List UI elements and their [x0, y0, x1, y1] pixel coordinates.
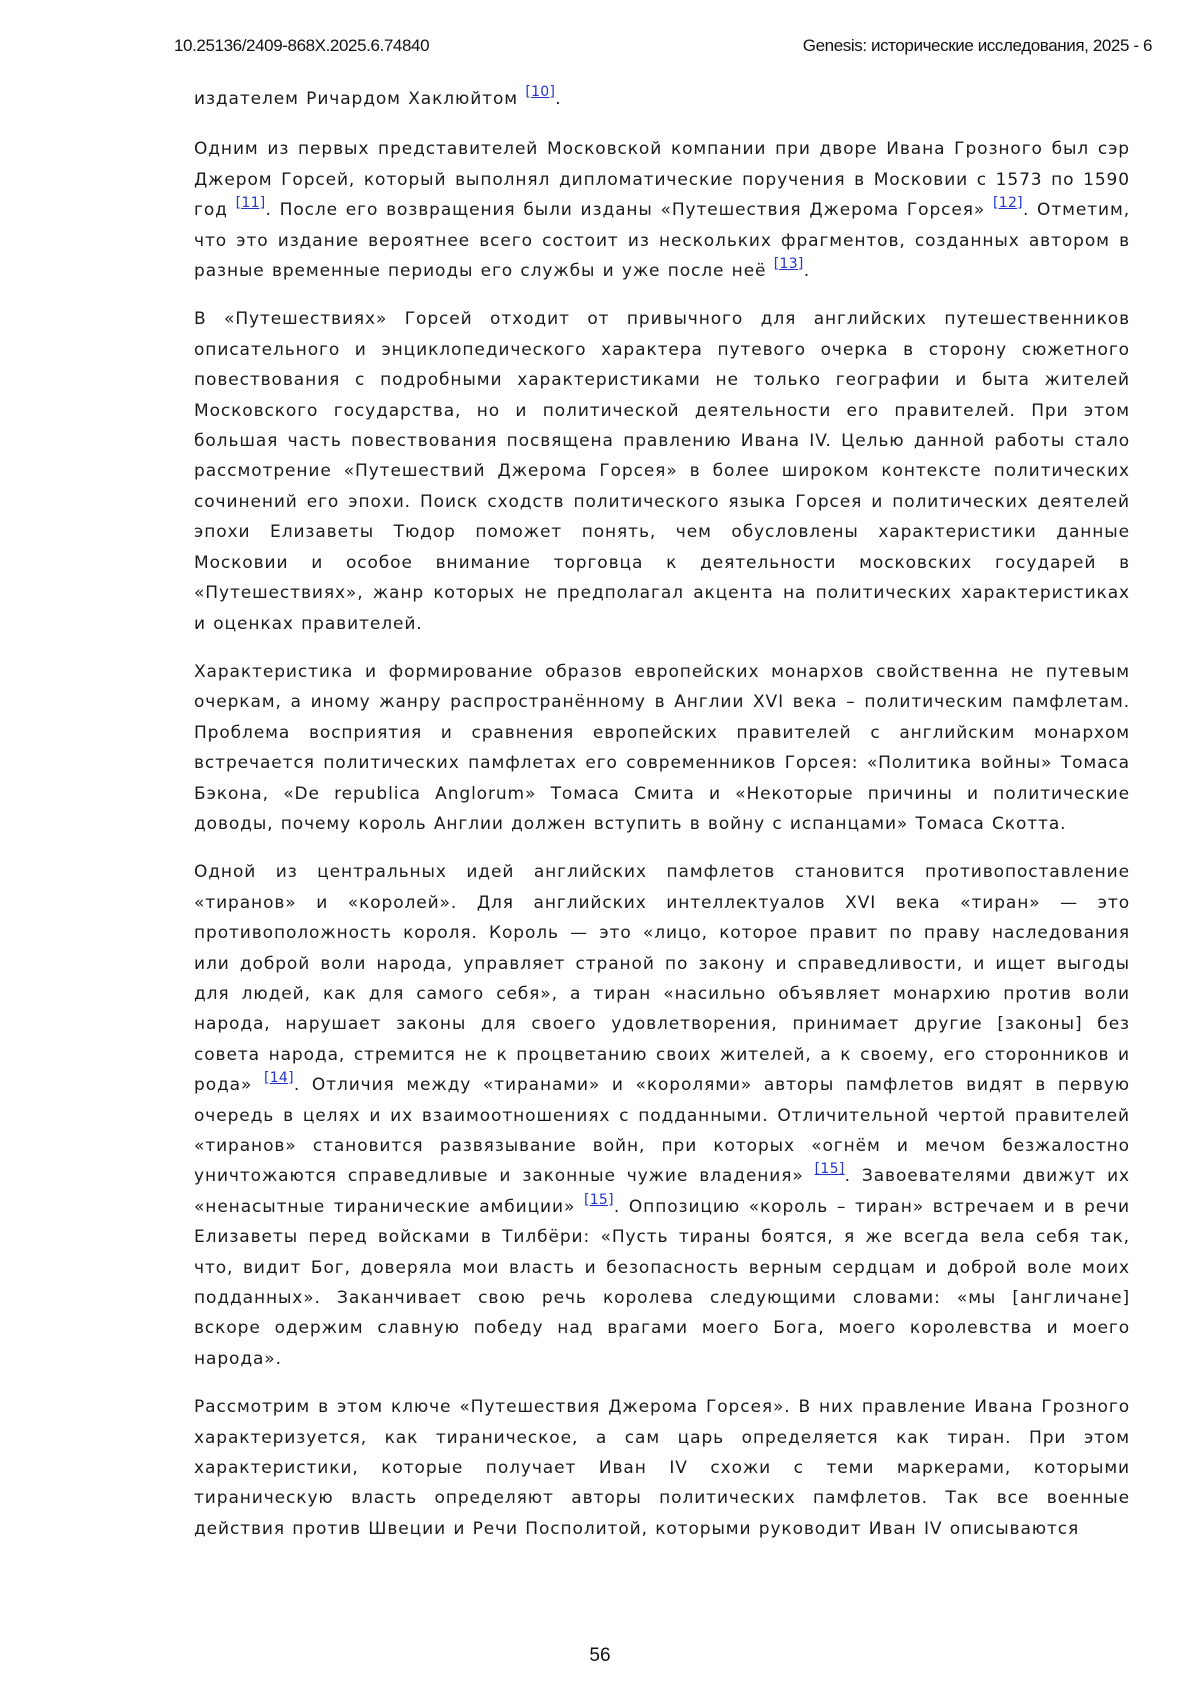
- paragraph-horsey-intro: [194, 134, 1130, 286]
- footnote-ref-11[interactable]: [11]: [235, 195, 266, 212]
- paragraph-text: .: [803, 261, 810, 282]
- paragraph-travels: [194, 304, 1130, 638]
- paragraph-text: . Отметим, что это издание вероятнее всего состоит из нескольких фрагментов, созданных автором в разные временные периоды его службы и уже после неё: [194, 200, 1131, 282]
- paragraph-text: .: [555, 89, 562, 109]
- paragraph-text: В «Путешествиях» Горсей отходит от привычного для английских путешественников описательного и энциклопедического характера путевого очерка в сторону сюжетного повествования с подробными характеристиками не только географии и быта жителей Московского государства, но и политической деятельности его правителей. При этом большая часть повествования посвящена правлению Ивана IV. Целью данной работы стало рассмотрение «Путешествий Джерома Горсея» в более широком контексте политических сочинений его эпохи. Поиск сходств политического языка Горсея и политических деятелей эпохи Елизаветы Тюдор поможет понять, чем обусловлены характеристики данные Московии и особое внимание торговца к деятельности московских государей в «Путешествиях», жанр которых не предполагал акцента на политических характеристиках и оценках правителей.: [194, 309, 1130, 634]
- paragraph-text: Рассмотрим в этом ключе «Путешествия Джерома Горсея». В них правление Ивана Грозного характеризуется, как тираническое, а сам царь определяется как тиран. При этом характеристики, которые получает Иван IV схожи с теми маркерами, которыми тираническую власть определяют авторы политических памфлетов. Так все военные действия против Швеции и Речи Посполитой, которыми руководит Иван IV описываются: [194, 1397, 1130, 1539]
- footnote-ref-14[interactable]: [14]: [263, 1070, 294, 1087]
- paragraph-tyrants-kings: [194, 857, 1130, 1374]
- paragraph-ivan-tyrant: [194, 1392, 1130, 1544]
- running-header: [174, 36, 1152, 60]
- footnote-ref-13[interactable]: [13]: [773, 256, 804, 273]
- paragraph-pamphlets: [194, 657, 1130, 839]
- footnote-ref-15[interactable]: [15]: [814, 1161, 845, 1178]
- doi-text: 10.25136/2409-868X.2025.6.74840: [174, 36, 430, 55]
- paragraph-text: издателем Ричардом Хаклюйтом: [194, 89, 526, 109]
- article-body: [194, 84, 1130, 1562]
- footnote-ref-15[interactable]: [15]: [583, 1191, 614, 1208]
- paragraph-text: Одним из первых представителей Московской компании при дворе Ивана Грозного был сэр Джером Горсей, который выполнял дипломатические поручения в Московии с 1573 по 1590 год: [194, 139, 1130, 221]
- paragraph-continuation: [194, 84, 1130, 114]
- page-number: 56: [589, 1645, 611, 1666]
- paragraph-text: Одной из центральных идей английских памфлетов становится противопоставление «тиранов» и «королей». Для английских интеллектуалов XVI века «тиран» — это противоположность короля. Король — это «лицо, которое правит по праву наследования или доброй воли народа, управляет страной по закону и справедливости, и ищет выгоды для людей, как для самого себя», а тиран «насильно объявляет монархию против воли народа, нарушает законы для своего удовлетворения, принимает другие [законы] без совета народа, стремится не к процветанию своих жителей, а к своему, его сторонников и рода»: [194, 862, 1130, 1096]
- footnote-ref-10[interactable]: [10]: [525, 84, 556, 100]
- paragraph-text: . Завоевателями движут их «ненасытные тиранические амбиции»: [194, 1166, 1130, 1217]
- journal-title: Genesis: исторические исследования, 2025 - 6: [802, 36, 1152, 55]
- footnote-ref-12[interactable]: [12]: [993, 195, 1023, 212]
- paragraph-text: Характеристика и формирование образов европейских монархов свойственна не путевым очеркам, а иному жанру распространённому в Англии XVI века – политическим памфлетам. Проблема восприятия и сравнения европейских правителей с английским монархом встречается политических памфлетах его современников Горсея: «Политика войны» Томаса Бэкона, «De republica Anglorum» Томаса Смита и «Некоторые причины и политические доводы, почему король Англии должен вступить в войну с испанцами» Томаса Скотта.: [194, 661, 1130, 834]
- paragraph-text: . Отличия между «тиранами» и «королями» авторы памфлетов видят в первую очередь в целях и их взаимоотношениях с подданными. Отличительной чертой правителей «тиранов» становится развязывание войн, при которых «огнём и мечом безжалостно уничтожаются справедливые и законные чужие владения»: [194, 1075, 1130, 1187]
- paragraph-text: . После его возвращения были изданы «Путешествия Джерома Горсея»: [265, 200, 993, 221]
- paragraph-text: . Оппозицию «король – тиран» встречаем и в речи Елизаветы перед войсками в Тилбёри: «Пусть тираны боятся, я же всегда вела себя так, что, видит Бог, доверяла мои власть и безопасность верным сердцам и доброй воле моих подданных». Заканчивает свою речь королева следующими словами: «мы [англичане] вскоре одержим славную победу над врагами моего Бога, моего королевства и моего народа».: [194, 1196, 1130, 1369]
